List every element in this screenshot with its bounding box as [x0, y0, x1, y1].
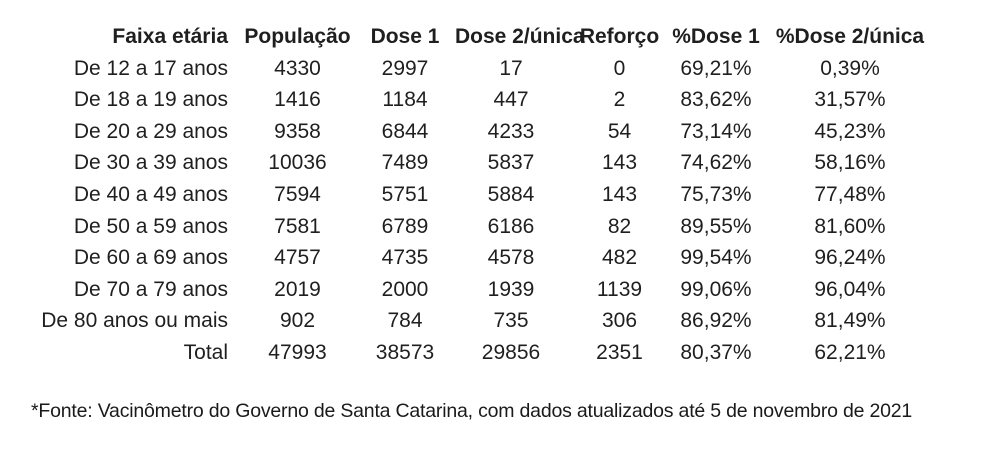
table-cell: 143 [601, 182, 638, 206]
row-label: De 70 a 79 anos [73, 277, 228, 301]
column-header-populacao: População [244, 25, 351, 48]
table-cell: 89,55% [680, 214, 752, 238]
table-cell: 17 [499, 56, 523, 80]
table-cell: 81,60% [814, 214, 886, 238]
table-cell: 62,21% [814, 340, 886, 364]
column-header-reforco: Reforço [579, 25, 660, 48]
table-cell: 77,48% [814, 182, 886, 206]
table-cell: 6789 [381, 214, 429, 238]
table-cell: 4578 [487, 246, 535, 270]
column-header-faixa-etaria: Faixa etária [112, 25, 228, 48]
table-cell: 29856 [481, 340, 541, 364]
table-cell: 10036 [268, 151, 327, 175]
column-header-dose1: Dose 1 [370, 25, 440, 48]
table-row [0, 84, 940, 116]
row-label: De 30 a 39 anos [73, 151, 228, 175]
source-note: *Fonte: Vacinômetro do Governo de Santa Catarina, com dados atualizados até 5 de novembro de 2021 [31, 399, 913, 422]
table-cell: 38573 [375, 340, 435, 364]
table-cell: 99,54% [680, 246, 752, 270]
table-cell: 80,37% [680, 340, 752, 364]
table-row [0, 53, 940, 85]
table-cell: 447 [493, 88, 529, 112]
table-cell: 73,14% [680, 119, 752, 143]
table-cell: 6186 [487, 214, 535, 238]
table-cell: 0,39% [820, 56, 880, 80]
column-header-dose2-unica: Dose 2/única [455, 25, 585, 48]
table-cell: 81,49% [814, 309, 886, 333]
table-cell: 1939 [487, 277, 535, 301]
table-cell: 2997 [381, 56, 429, 80]
table-cell: 6844 [381, 119, 429, 143]
table-cell: 96,24% [814, 246, 886, 270]
row-label: De 60 a 69 anos [73, 246, 228, 270]
table-cell: 96,04% [814, 277, 886, 301]
table-cell: 2 [613, 88, 626, 112]
table-cell: 482 [601, 246, 638, 270]
table-cell: 1184 [382, 88, 428, 112]
table-cell: 31,57% [814, 88, 886, 112]
table-cell: 58,16% [814, 151, 886, 175]
table-cell: 2351 [596, 340, 643, 364]
row-label: De 40 a 49 anos [73, 182, 228, 206]
table-cell: 7594 [274, 182, 321, 206]
header-row [0, 21, 940, 53]
row-label: De 20 a 29 anos [73, 119, 228, 143]
table-cell: 86,92% [680, 309, 752, 333]
table-cell: 75,73% [680, 182, 752, 206]
table-row [0, 242, 940, 274]
table-cell: 143 [601, 151, 638, 175]
table-row [0, 211, 940, 243]
table-cell: 2000 [381, 277, 429, 301]
table-cell: 54 [607, 119, 632, 143]
table-row [0, 274, 940, 306]
table-cell: 4735 [381, 246, 429, 270]
table-cell: 0 [613, 56, 626, 80]
table-row [0, 116, 940, 148]
row-label: De 18 a 19 anos [73, 88, 228, 112]
table-cell: 7489 [381, 151, 429, 175]
column-header-pct-dose1: %Dose 1 [672, 25, 760, 48]
table-cell: 4757 [274, 246, 321, 270]
table-row [0, 305, 940, 337]
row-label-total: Total [183, 340, 228, 364]
table-cell: 4330 [274, 56, 321, 80]
vaccination-table [0, 21, 940, 369]
table-cell: 69,21% [680, 56, 752, 80]
table-cell: 784 [387, 309, 423, 333]
table-row [0, 147, 940, 179]
table-row-total [0, 337, 940, 369]
table-cell: 902 [279, 309, 316, 333]
table-cell: 5884 [487, 182, 535, 206]
table-cell: 47993 [268, 340, 327, 364]
table-cell: 74,62% [680, 151, 752, 175]
table-cell: 306 [601, 309, 638, 333]
table-cell: 5751 [381, 182, 429, 206]
table-cell: 9358 [274, 119, 321, 143]
table-cell: 45,23% [814, 119, 886, 143]
table-cell: 1139 [596, 277, 643, 301]
table-cell: 7581 [274, 214, 321, 238]
column-header-pct-dose2-unica: %Dose 2/única [775, 25, 925, 48]
row-label: De 80 anos ou mais [41, 309, 228, 333]
table-cell: 2019 [274, 277, 321, 301]
table-row [0, 179, 940, 211]
table-cell: 83,62% [680, 88, 752, 112]
row-label: De 50 a 59 anos [73, 214, 228, 238]
table-cell: 82 [607, 214, 632, 238]
table-cell: 735 [493, 309, 529, 333]
table-cell: 5837 [487, 151, 535, 175]
row-label: De 12 a 17 anos [73, 56, 228, 80]
table-cell: 1416 [274, 88, 321, 112]
table-cell: 99,06% [680, 277, 752, 301]
table-cell: 4233 [487, 119, 535, 143]
